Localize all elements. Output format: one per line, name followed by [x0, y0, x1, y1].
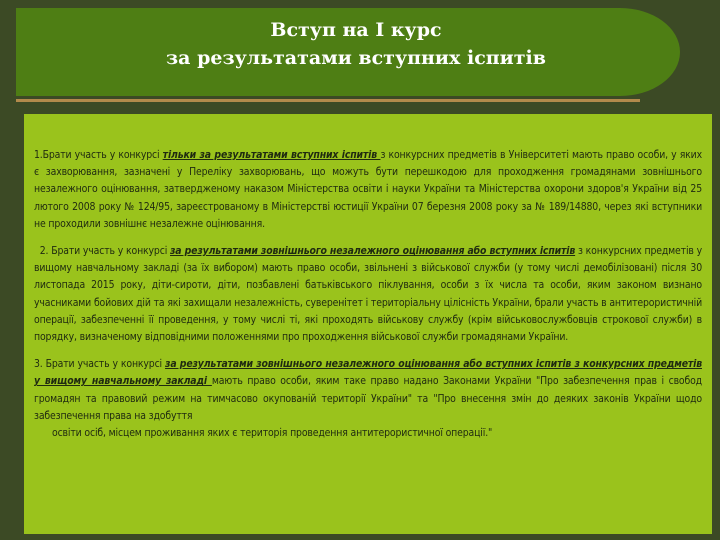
- paragraph-1-before: 1.Брати участь у конкурсі: [34, 149, 163, 161]
- title-line-2: за результатами вступних іспитів: [166, 47, 546, 69]
- paragraph-1-emphasis: тільки за результатами вступних іспитів: [162, 149, 381, 161]
- slide-title: [76, 16, 636, 72]
- content-box: [24, 114, 712, 534]
- paragraph-1-after: з конкурсних предметів в Університеті мають право особи, у яких є захворювання, зазначені у Переліку захворювань, що можуть бути перешкодою для проходження громадянами зовнішнього незалежного оцінювання, затвердженому наказом Міністерства освіти і науки України та Міністерства охорони здоров'я України від 25 лютого 2008 року № 124/95, зареєстрованому в Міністерстві юстиції України 07 березня 2008 року за № 189/14880, через які вступники не проходили зовнішнє незалежне оцінювання.: [34, 149, 702, 230]
- paragraph-3: [34, 356, 702, 442]
- paragraph-3-after: мають право особи, яким таке право надано Законами України "Про забезпечення прав і свобод громадян та правовий режим на тимчасово окупованій території України" та "Про внесення змін до деяких законів України щодо забезпечення права на здобуття: [34, 375, 702, 422]
- title-line-1: Вступ на I курс: [270, 19, 442, 41]
- paragraph-2-before: 2. Брати участь у конкурсі: [34, 245, 171, 258]
- paragraph-2: [34, 243, 702, 346]
- paragraph-3-before: 3. Брати участь у конкурсі: [34, 358, 166, 371]
- paragraph-3-emphasis: за результатами зовнішнього незалежного оцінювання або вступних іспитів з конкурсних предметів у вищому навчальному закладі: [34, 358, 702, 388]
- divider-rule: [16, 99, 640, 102]
- paragraph-3-tail: освіти осіб, місцем проживання яких є територія проведення антитерористичної операції.": [52, 427, 493, 440]
- paragraph-1: [34, 147, 702, 233]
- paragraph-2-emphasis: за результатами зовнішнього незалежного оцінювання або вступних іспитів: [170, 245, 576, 258]
- title-banner: [16, 8, 680, 96]
- paragraph-2-after: з конкурсних предметів у вищому навчальному закладі (за їх вибором) мають право особи, звільнені з військової служби (у тому числі демобілізовані) після 30 листопада 2015 року, діти-сироти, діти, позбавлені батьківського піклування, особи з їх числа та особи, яким законом визнано учасниками бойових дій та які захищали незалежність, суверенітет і територіальну цілісність України, брали участь в антитерористичній операції, забезпеченні її проведення, у тому числі ті, які проходять військову службу (крім військовослужбовців строкової служби) в порядку, визначеному відповідними положеннями про проходження військової служби громадянами України.: [34, 245, 702, 344]
